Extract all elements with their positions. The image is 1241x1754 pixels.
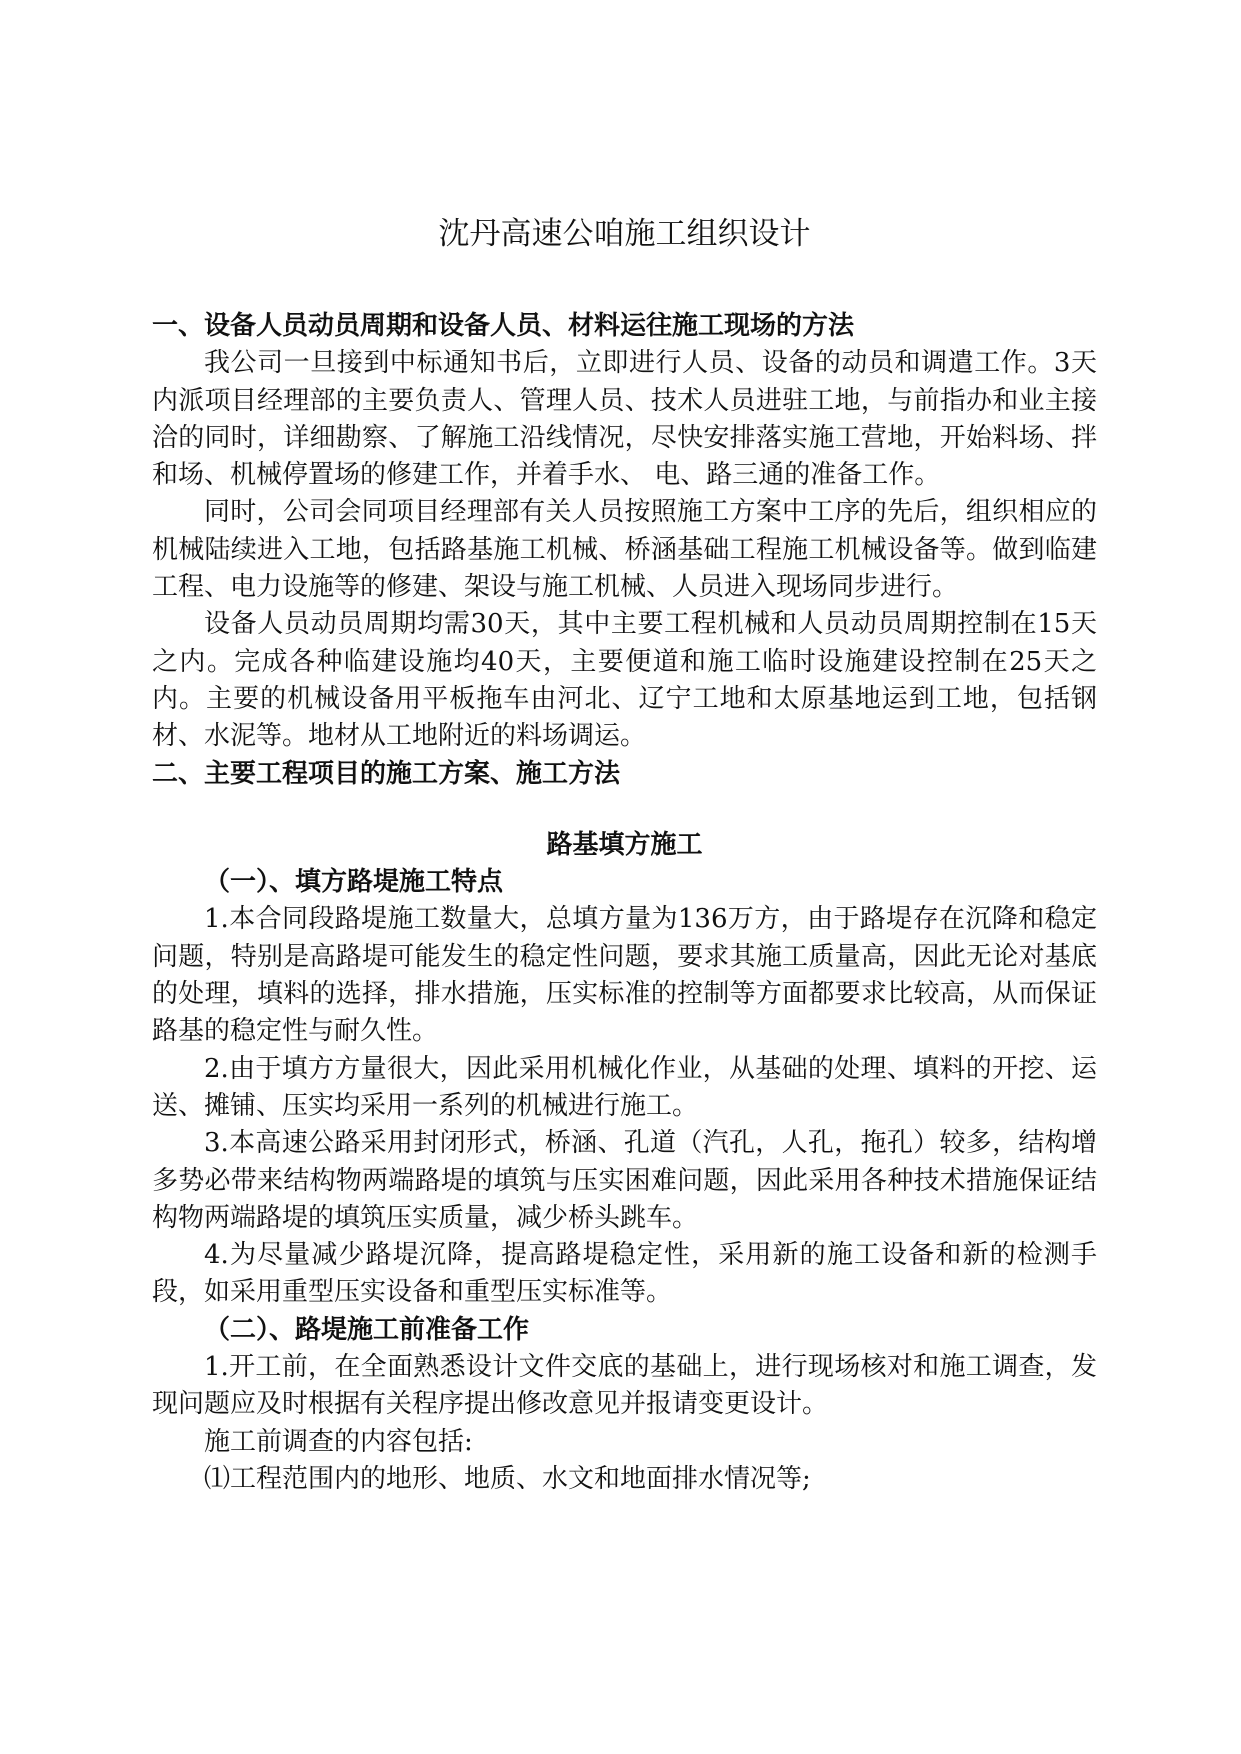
subsection-title: 路基填方施工 <box>546 829 703 860</box>
part-2-paragraph-2: 施工前调查的内容包括: <box>204 1426 473 1457</box>
section-2-heading: 二、主要工程项目的施工方案、施工方法 <box>152 758 621 789</box>
section-1-heading: 一、设备人员动员周期和设备人员、材料运往施工现场的方法 <box>152 311 855 341</box>
part-1-paragraph-3: 3.本高速公路采用封闭形式，桥涵、孔道（汽孔，人孔，拖孔）较多，结构增多势必带来结构物两端路堤的填筑与压实困难问题，因此采用各种技术措施保证结构物两端路堤的填筑压实质量，减少桥头跳车。 <box>152 1128 1097 1233</box>
section-1-paragraph-2: 同时，公司会同项目经理部有关人员按照施工方案中工序的先后，组织相应的机械陆续进入工地，包括路基施工机械、桥涵基础工程施工机械设备等。做到临建工程、电力设施等的修建、架设与施工机械、人员进入现场同步进行。 <box>152 497 1097 603</box>
part-1-paragraph-4: 4.为尽量减少路堤沉降，提高路堤稳定性，采用新的施工设备和新的检测手段，如采用重型压实设备和重型压实标准等。 <box>152 1240 1097 1308</box>
section-1-paragraph-3: 设备人员动员周期均需30天，其中主要工程机械和人员动员周期控制在15天之内。完成各种临建设施均40天，主要便道和施工临时设施建设控制在25天之内。主要的机械设备用平板拖车由河北、辽宁工地和太原基地运到工地，包括钢材、水泥等。地材从工地附近的料场调运。 <box>152 609 1097 752</box>
part-2-paragraph-1: 1.开工前，在全面熟悉设计文件交底的基础上，进行现场核对和施工调查，发现问题应及时根据有关程序提出修改意见并报请变更设计。 <box>152 1352 1097 1420</box>
part-2-heading: （二）、路堤施工前准备工作 <box>204 1314 530 1345</box>
document-title: 沈丹高速公咱施工组织设计 <box>438 216 811 252</box>
part-2-list-item-1: ⑴工程范围内的地形、地质、水文和地面排水情况等; <box>204 1463 811 1494</box>
section-1-paragraph-1: 我公司一旦接到中标通知书后，立即进行人员、设备的动员和调遣工作。3天内派项目经理部的主要负责人、管理人员、技术人员进驻工地，与前指办和业主接洽的同时，详细勘察、了解施工沿线情况，尽快安排落实施工营地，开始料场、拌和场、机械停置场的修建工作，并着手水、 电、路三通的准备工作。 <box>152 348 1097 491</box>
document-body <box>152 214 1097 1498</box>
part-1-paragraph-2: 2.由于填方方量很大，因此采用机械化作业，从基础的处理、填料的开挖、运送、摊铺、压实均采用一系列的机械进行施工。 <box>152 1053 1097 1121</box>
part-1-heading: （一）、填方路堤施工特点 <box>204 867 504 898</box>
part-1-paragraph-1: 1.本合同段路堤施工数量大，总填方量为136万方，由于路堤存在沉降和稳定问题，特别是高路堤可能发生的稳定性问题，要求其施工质量高，因此无论对基底的处理，填料的选择，排水措施，压实标准的控制等方面都要求比较高，从而保证路基的稳定性与耐久性。 <box>152 904 1097 1047</box>
